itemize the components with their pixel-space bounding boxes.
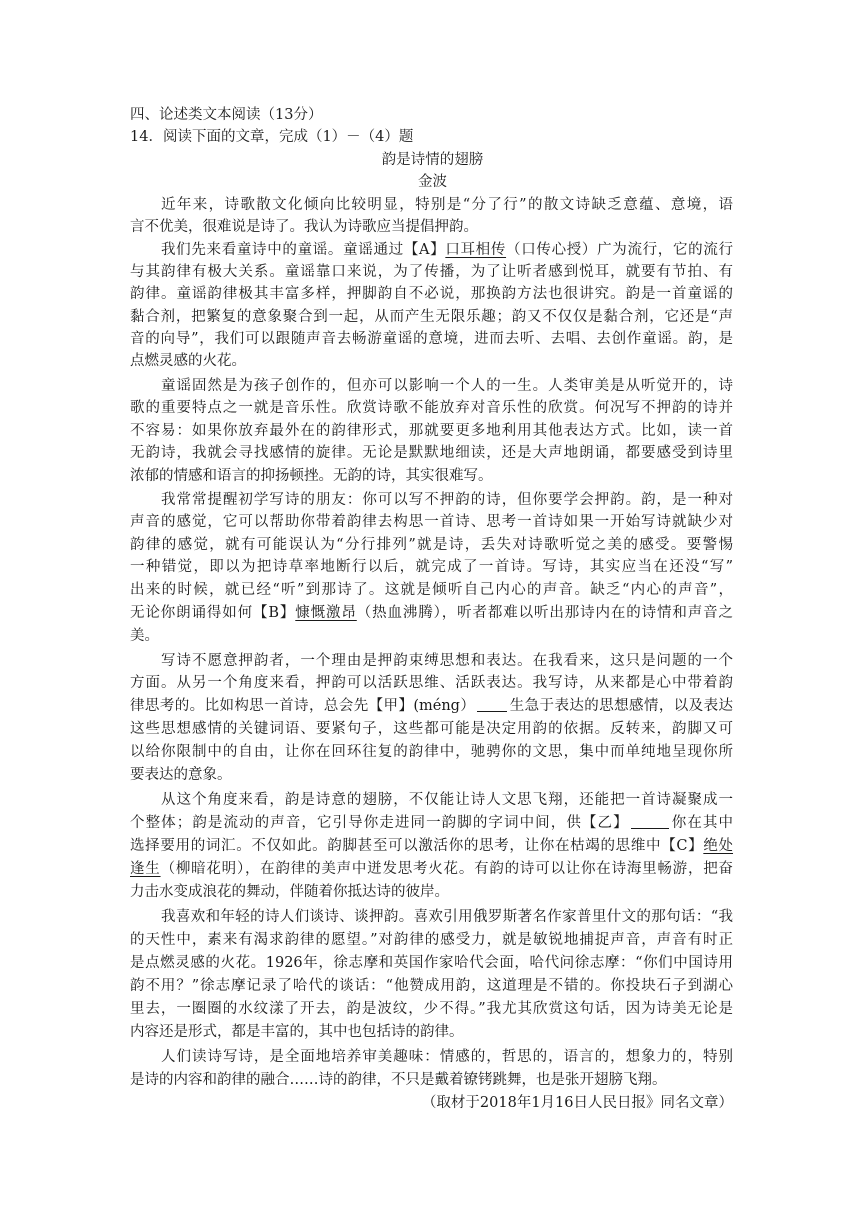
paragraph-1-line-1: 近年来，诗歌散文化倾向比较明显，特别是“分了行”的散文诗缺乏意蕴、意境，语 — [161, 197, 733, 213]
paragraph-6-line-1: 从这个角度来看，韵是诗意的翅膀，不仅能让诗人文思飞翔，还能把一首诗凝聚成一 — [161, 792, 733, 808]
paragraph-2-line-1: 我们先来看童诗中的童谣。童谣通过【A】口耳相传（口传心授）广为流行，它的流行 — [161, 242, 734, 258]
paragraph-5-line-3: 律思考的。比如构思一首诗，总会先【甲】(méng） 生急于表达的思想感情，以及表达 — [130, 698, 734, 714]
paragraph-2-line-4: 黏合剂，把繁复的意象聚合到一起，从而产生无限乐趣；韵又不仅仅是黏合剂，它还是“声 — [130, 309, 733, 325]
blank-jia[interactable] — [477, 697, 507, 712]
paragraph-5-line-6: 要表达的意象。 — [130, 767, 232, 783]
paragraph-3-line-4: 无韵诗，我就会寻找感情的旋律。无论是默默地细读，还是大声地朗诵，都要感受到诗里 — [130, 445, 733, 461]
paragraph-7-line-5: 里去，一圈圈的水纹漾了开去，韵是波纹，少不得。”我尤其欣赏这句话，因为诗美无论是 — [130, 1001, 733, 1017]
paragraph-7-line-6: 内容还是形式，都是丰富的，其中也包括诗的韵律。 — [130, 1024, 464, 1040]
paragraph-3-line-5: 浓郁的情感和语言的抑扬顿挫。无韵的诗，其实很难写。 — [130, 468, 493, 484]
paragraph-4-line-6: 无论你朗诵得如何【B】慷慨激昂（热血沸腾），听者都难以听出那诗内在的诗情和声音之 — [130, 605, 734, 621]
paragraph-8-line-2: 是诗的内容和韵律的融合……诗的韵律，不只是戴着镣铐跳舞，也是张开翅膀飞翔。 — [130, 1072, 667, 1088]
underlined-word-b: 慷慨激昂 — [295, 605, 357, 621]
paragraph-5-line-5: 以给你限制中的自由，让你在回环往复的韵律中，驰骋你的文思，集中而单纯地呈现你所 — [130, 744, 733, 760]
article-author: 金波 — [418, 174, 447, 190]
paragraph-4-line-1: 我常常提醒初学写诗的朋友：你可以写不押韵的诗，但你要学会押韵。韵，是一种对 — [161, 492, 733, 508]
paragraph-3-line-2: 歌的重要特点之一就是音乐性。欣赏诗歌不能放弃对音乐性的欣赏。何况写不押韵的诗并 — [130, 400, 733, 416]
blank-yi[interactable] — [631, 814, 669, 829]
paragraph-2-line-3: 韵律。童谣韵律极其丰富多样，押脚韵自不必说，那换韵方法也很讲究。韵是一首童谣的 — [130, 286, 733, 302]
paragraph-4-line-7: 美。 — [130, 628, 159, 644]
paragraph-2-line-2: 与其韵律有极大关系。童谣靠口来说，为了传播，为了让听者感到悦耳，就要有节拍、有 — [130, 264, 733, 280]
paragraph-6-line-4: 逢生（柳暗花明），在韵律的美声中迸发思考火花。有韵的诗可以让你在诗海里畅游，把奋 — [130, 861, 734, 877]
paragraph-5-line-4: 这些思想感情的关键词语、要紧句子，这些都可能是决定用韵的依据。反转来，韵脚又可 — [130, 721, 733, 737]
paragraph-2-line-6: 点燃灵感的火花。 — [130, 353, 246, 369]
underlined-word-c-part-2: 逢生 — [130, 861, 161, 877]
paragraph-5-line-1: 写诗不愿意押韵者，一个理由是押韵束缚思想和表达。在我看来，这只是问题的一个 — [161, 653, 733, 669]
paragraph-4-line-2: 声音的感觉，它可以帮助你带着韵律去构思一首诗、思考一首诗如果一开始写诗就缺少对 — [130, 514, 733, 530]
article-title: 韵是诗情的翅膀 — [381, 152, 484, 168]
paragraph-1-line-2: 言不优美，很难说是诗了。我认为诗歌应当提倡押韵。 — [130, 219, 478, 235]
paragraph-2-line-5: 音的向导”，我们可以跟随声音去畅游童谣的意境，进而去听、去唱、去创作童谣。韵，是 — [130, 331, 733, 347]
paragraph-7-line-2: 的天性中，素来有渴求韵律的愿望。”对韵律的感受力，就是敏锐地捕捉声音，声音有时正 — [130, 932, 733, 948]
paragraph-5-line-2: 方面。从另一个角度来看，押韵可以活跃思维、活跃表达。我写诗，从来都是心中带着韵 — [130, 675, 733, 691]
paragraph-4-line-3: 韵律的感觉，就有可能误认为“分行排列”就是诗，丢失对诗歌听觉之美的感受。要警惕 — [130, 537, 733, 553]
paragraph-4-line-5: 出来的时候，就已经“听”到那诗了。这就是倾听自己内心的声音。缺乏“内心的声音”， — [130, 582, 733, 598]
paragraph-8-line-1: 人们读诗写诗，是全面地培养审美趣味：情感的，哲思的，语言的，想象力的，特别 — [161, 1049, 733, 1065]
underlined-word-c-part-1: 绝处 — [703, 838, 734, 854]
paragraph-6-line-3: 选择要用的词汇。不仅如此。韵脚甚至可以激活你的思考，让你在枯竭的思维中【C】绝处 — [130, 838, 734, 854]
paragraph-3-line-1: 童谣固然是为孩子创作的，但亦可以影响一个人的一生。人类审美是从听觉开的，诗 — [161, 378, 733, 394]
underlined-word-a: 口耳相传 — [445, 242, 507, 258]
source-citation: （取材于2018年1月16日人民日报》同名文章） — [421, 1095, 733, 1111]
question-intro: 14．阅读下面的文章，完成（1）－（4）题 — [130, 129, 414, 145]
paragraph-4-line-4: 一种错觉，即以为把诗草率地断行以后，就完成了一首诗。写诗，其实应当在还没“写” — [130, 559, 733, 575]
paragraph-7-line-3: 是点燃灵感的火花。1926年，徐志摩和英国作家哈代会面，哈代问徐志摩：“你们中国诗用 — [130, 955, 733, 971]
paragraph-3-line-3: 不容易：如果你放弃最外在的韵律形式，那就要更多地利用其他表达方式。比如，读一首 — [130, 423, 733, 439]
paragraph-7-line-4: 韵不用？”徐志摩记录了哈代的谈话：“他赞成用韵，这道理是不错的。你投块石子到湖心 — [130, 978, 733, 994]
section-heading: 四、论述类文本阅读（13分） — [130, 107, 323, 123]
paragraph-7-line-1: 我喜欢和年轻的诗人们谈诗、谈押韵。喜欢引用俄罗斯著名作家普里什文的那句话：“我 — [161, 909, 733, 925]
paragraph-6-line-5: 力击水变成浪花的舞动，伴随着你抵达诗的彼岸。 — [130, 884, 449, 900]
paragraph-6-line-2: 个整体；韵是流动的声音，它引导你走进同一韵脚的字词中间，供【乙】 你在其中 — [130, 815, 734, 831]
